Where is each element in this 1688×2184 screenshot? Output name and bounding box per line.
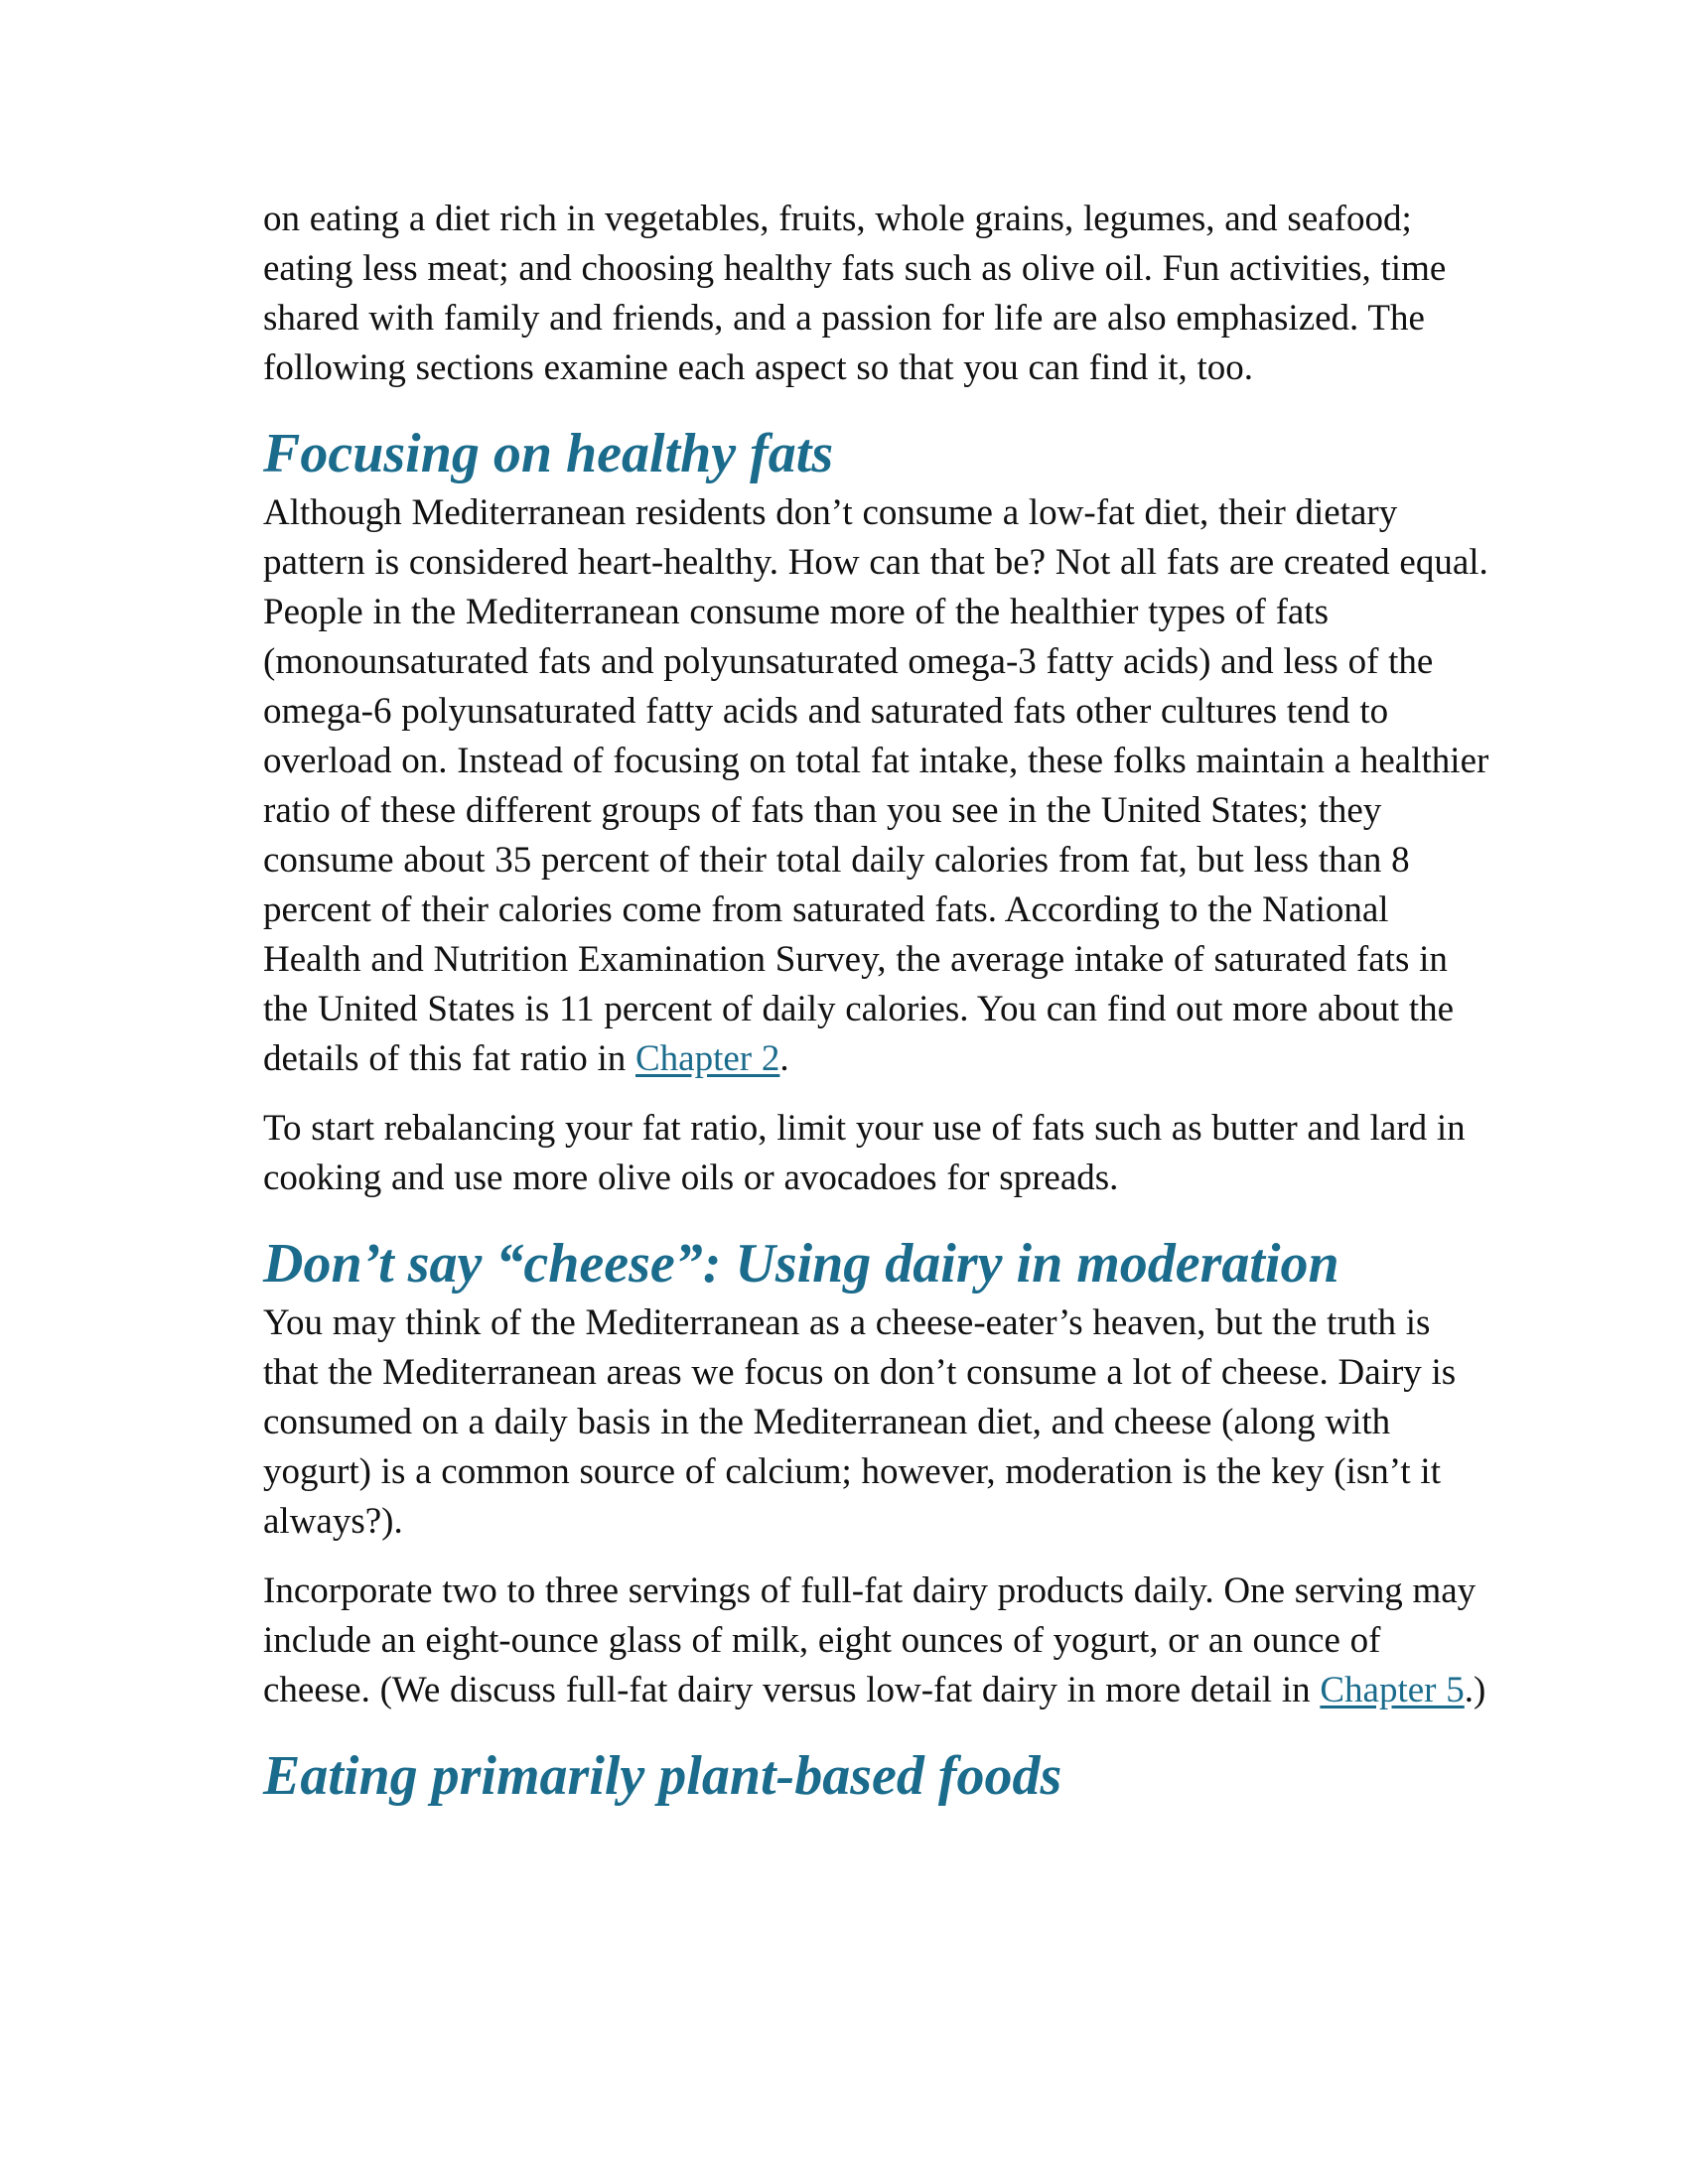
section-heading-plant-based: Eating primarily plant-based foods bbox=[263, 1745, 1062, 1807]
chapter-2-link[interactable]: Chapter 2 bbox=[634, 1038, 780, 1079]
dairy-paragraph-2 bbox=[263, 1567, 1494, 1715]
intro-paragraph: on eating a diet rich in vegetables, fruits, whole grains, legumes, and seafood; eating less meat; and choosing healthy fats such as olive oil. Fun activities, time shared with family and friends, and a passion for life are also emphasized. The following sections examine each aspect so that you can find it, too. bbox=[263, 199, 1447, 388]
section-heading-dairy: Don’t say “cheese”: Using dairy in moderation bbox=[263, 1233, 1339, 1295]
chapter-5-link[interactable]: Chapter 5 bbox=[1320, 1670, 1465, 1710]
dairy-paragraph-2-text: Incorporate two to three servings of full-fat dairy products daily. One serving may include an eight-ounce glass of milk, eight ounces of yogurt, or an ounce of cheese. (We discuss full-fat dairy versus low-fat dairy in more detail in bbox=[263, 1570, 1477, 1710]
document-page bbox=[263, 195, 1494, 1811]
healthy-fats-paragraph-1 bbox=[263, 488, 1494, 1084]
healthy-fats-paragraph-2: To start rebalancing your fat ratio, limit your use of fats such as butter and lard in cooking and use more olive oils or avocadoes for spreads. bbox=[263, 1108, 1466, 1198]
healthy-fats-paragraph-1-end: . bbox=[779, 1038, 789, 1079]
dairy-paragraph-2-end: .) bbox=[1464, 1670, 1486, 1710]
healthy-fats-paragraph-1-text: Although Mediterranean residents don’t consume a low-fat diet, their dietary pattern is considered heart-healthy. How can that be? Not all fats are created equal. People in the Mediterranean consume more of the healthier types of fats (monounsaturated fats and polyunsaturated omega-3 fatty acids) and less of the omega-6 polyunsaturated fatty acids and saturated fats other cultures tend to overload on. Instead of focusing on total fat intake, these folks maintain a healthier ratio of these different groups of fats than you see in the United States; they consume about 35 percent of their total daily calories from fat, but less than 8 percent of their calories come from saturated fats. According to the National Health and Nutrition Examination Survey, the average intake of saturated fats in the United States is 11 percent of daily calories. You can find out more about the details of this fat ratio in bbox=[263, 492, 1489, 1079]
section-heading-healthy-fats: Focusing on healthy fats bbox=[263, 423, 834, 484]
dairy-paragraph-1: You may think of the Mediterranean as a cheese-eater’s heaven, but the truth is that the Mediterranean areas we focus on don’t consume a lot of cheese. Dairy is consumed on a daily basis in the Mediterranean diet, and cheese (along with yogurt) is a common source of calcium; however, moderation is the key (isn’t it always?). bbox=[263, 1302, 1457, 1542]
